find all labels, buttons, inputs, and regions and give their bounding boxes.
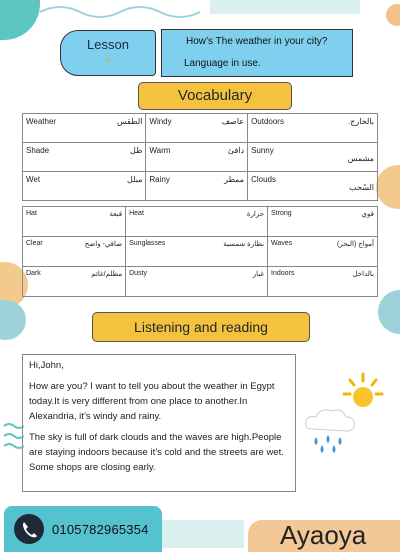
table-row bbox=[23, 143, 378, 172]
word-en: Wet bbox=[26, 175, 41, 184]
circle-decoration bbox=[378, 290, 400, 334]
table-row bbox=[23, 114, 378, 143]
contact-bar bbox=[4, 506, 162, 552]
vocabulary-table-1 bbox=[22, 113, 378, 201]
phone-number: 0105782965354 bbox=[52, 522, 149, 537]
table-cell bbox=[23, 143, 146, 172]
word-ar: دافئ bbox=[227, 146, 245, 155]
wave-decoration bbox=[2, 420, 24, 452]
word-ar: غبار bbox=[252, 271, 265, 278]
word-en: Waves bbox=[271, 240, 293, 247]
lesson-subtitle: Language in use. bbox=[184, 58, 261, 69]
word-ar: مشمس bbox=[347, 154, 374, 163]
word-ar: الطقس bbox=[116, 117, 143, 126]
table-row bbox=[23, 207, 378, 237]
table-cell bbox=[23, 207, 126, 237]
table-cell bbox=[248, 114, 378, 143]
word-ar: صافي- واضح bbox=[84, 241, 123, 248]
table-cell bbox=[23, 237, 126, 267]
word-ar: بالداخل bbox=[352, 271, 374, 278]
table-cell bbox=[23, 114, 146, 143]
pattern-decoration bbox=[160, 520, 244, 548]
word-ar: ظل bbox=[129, 146, 143, 155]
circle-decoration bbox=[0, 300, 26, 340]
table-cell bbox=[248, 143, 378, 172]
word-ar: قوي bbox=[361, 211, 374, 218]
vocabulary-table-2 bbox=[22, 206, 378, 297]
brand-bar bbox=[248, 520, 400, 552]
word-en: Outdoors bbox=[251, 117, 284, 126]
word-en: Hat bbox=[26, 210, 37, 217]
lesson-number: ٢ bbox=[105, 56, 111, 67]
word-en: Dusty bbox=[129, 270, 148, 277]
table-cell bbox=[248, 172, 378, 201]
word-ar: السُحب bbox=[349, 183, 374, 192]
word-ar: قبعة bbox=[109, 211, 123, 218]
table-cell bbox=[126, 267, 268, 297]
word-ar: بالخارج. bbox=[348, 117, 374, 126]
word-en: Clouds bbox=[251, 175, 276, 184]
word-en: Windy bbox=[149, 117, 172, 126]
lesson-label: Lesson bbox=[87, 37, 129, 52]
top-wave-decoration bbox=[0, 0, 400, 20]
word-ar: مبلل bbox=[127, 175, 143, 184]
table-cell bbox=[23, 267, 126, 297]
word-en: Clear bbox=[26, 240, 43, 247]
lesson-title-box bbox=[161, 29, 353, 77]
word-ar: ممطر bbox=[224, 175, 245, 184]
table-cell bbox=[126, 237, 268, 267]
table-row bbox=[23, 267, 378, 297]
listening-heading: Listening and reading bbox=[92, 312, 310, 342]
table-row bbox=[23, 237, 378, 267]
table-cell bbox=[23, 172, 146, 201]
letter-paragraph: The sky is full of dark clouds and the waves are high.People are staying indoors because it’s cold and the streets are wet. Some shops are closing early. bbox=[29, 432, 284, 473]
word-ar: حرارة bbox=[246, 211, 265, 218]
circle-decoration bbox=[386, 4, 400, 26]
vocabulary-heading: Vocabulary bbox=[138, 82, 292, 110]
table-cell bbox=[146, 172, 248, 201]
word-en: Sunglasses bbox=[129, 240, 166, 247]
corner-decoration bbox=[0, 0, 40, 40]
table-row bbox=[23, 172, 378, 201]
table-cell bbox=[146, 114, 248, 143]
reading-passage bbox=[22, 354, 296, 492]
letter-greeting: Hi,John, bbox=[29, 360, 64, 371]
word-en: Shade bbox=[26, 146, 50, 155]
rain-cloud-icon bbox=[300, 405, 360, 453]
lesson-badge bbox=[60, 30, 156, 76]
lesson-title: How’s The weather in your city? bbox=[186, 36, 328, 47]
table-cell bbox=[268, 237, 378, 267]
word-ar: نظارة شمسية bbox=[223, 241, 265, 248]
word-en: Rainy bbox=[149, 175, 170, 184]
table-cell bbox=[146, 143, 248, 172]
word-en: Dark bbox=[26, 270, 41, 277]
word-en: Strong bbox=[271, 210, 292, 217]
word-en: Weather bbox=[26, 117, 57, 126]
word-en: Heat bbox=[129, 210, 144, 217]
circle-decoration bbox=[376, 165, 400, 209]
letter-paragraph: How are you? I want to tell you about the weather in Egypt today.It is very different from one place to another.In Alexandria, it’s windy and rainy. bbox=[29, 381, 275, 422]
table-cell bbox=[268, 207, 378, 237]
word-en: Warm bbox=[149, 146, 171, 155]
table-cell bbox=[268, 267, 378, 297]
phone-icon bbox=[14, 514, 44, 544]
word-ar: أمواج (البحر) bbox=[337, 241, 374, 248]
word-ar: عاصف bbox=[221, 117, 245, 126]
table-cell bbox=[126, 207, 268, 237]
word-en: Sunny bbox=[251, 146, 274, 155]
brand-name: Ayaoya bbox=[280, 520, 367, 550]
word-ar: مظلم/غائم bbox=[91, 271, 123, 278]
word-en: Indoors bbox=[271, 270, 295, 277]
